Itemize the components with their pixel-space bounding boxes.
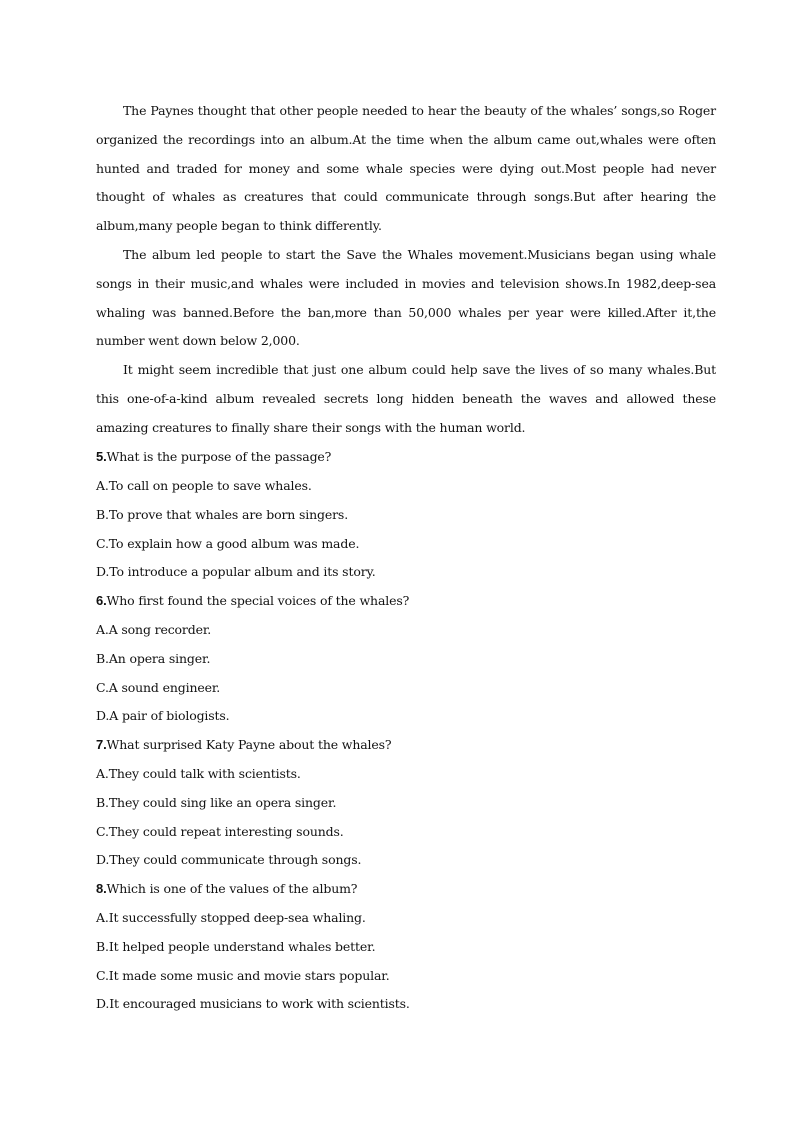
question-7-option-d: D.They could communicate through songs. [96, 852, 362, 867]
passage-paragraph-3: It might seem incredible that just one album could help save the lives of so many whales.But this one-of-a-kind album revealed secrets long hidden beneath the waves and allowed these amazing creatures to finally share their songs with the human world. [96, 362, 716, 435]
question-5-option-d: D.To introduce a popular album and its story. [96, 564, 376, 579]
question-text: Which is one of the values of the album? [106, 881, 358, 896]
passage-paragraph-1: The Paynes thought that other people needed to hear the beauty of the whales’ songs,so Roger organized the recordings into an album.At the time when the album came out,whales were often hunted and traded for money and some whale species were dying out.Most people had never thought of whales as creatures that could communicate through songs.But after hearing the album,many people began to think differently. [96, 103, 716, 234]
passage-paragraph-2: The album led people to start the Save the Whales movement.Musicians began using whale songs in their music,and whales were included in movies and television shows.In 1982,deep-sea whaling was banned.Before the ban,more than 50,000 whales per year were killed.After it,the number went down below 2,000. [96, 247, 716, 349]
question-6-option-c: C.A sound engineer. [96, 680, 221, 695]
question-6-option-b: B.An opera singer. [96, 651, 211, 666]
question-6-option-d: D.A pair of biologists. [96, 708, 230, 723]
question-8-option-a: A.It successfully stopped deep-sea whaling. [96, 910, 366, 925]
question-7-option-c: C.They could repeat interesting sounds. [96, 824, 344, 839]
question-number: 7. [96, 737, 107, 752]
question-8-option-c: C.It made some music and movie stars popular. [96, 968, 390, 983]
question-text: What is the purpose of the passage? [106, 449, 332, 464]
question-5 [96, 447, 331, 467]
question-number: 8. [96, 881, 107, 896]
question-7-option-b: B.They could sing like an opera singer. [96, 795, 337, 810]
question-5-option-b: B.To prove that whales are born singers. [96, 507, 349, 522]
question-number: 5. [96, 449, 107, 464]
question-6-option-a: A.A song recorder. [96, 622, 212, 637]
question-5-option-c: C.To explain how a good album was made. [96, 536, 360, 551]
question-8-option-d: D.It encouraged musicians to work with scientists. [96, 996, 410, 1011]
question-8 [96, 879, 357, 899]
question-8-option-b: B.It helped people understand whales better. [96, 939, 376, 954]
question-text: Who first found the special voices of the whales? [106, 593, 410, 608]
question-number: 6. [96, 593, 107, 608]
question-5-option-a: A.To call on people to save whales. [96, 478, 312, 493]
question-7 [96, 735, 391, 755]
question-text: What surprised Katy Payne about the whales? [106, 737, 392, 752]
question-7-option-a: A.They could talk with scientists. [96, 766, 301, 781]
question-6 [96, 591, 409, 611]
